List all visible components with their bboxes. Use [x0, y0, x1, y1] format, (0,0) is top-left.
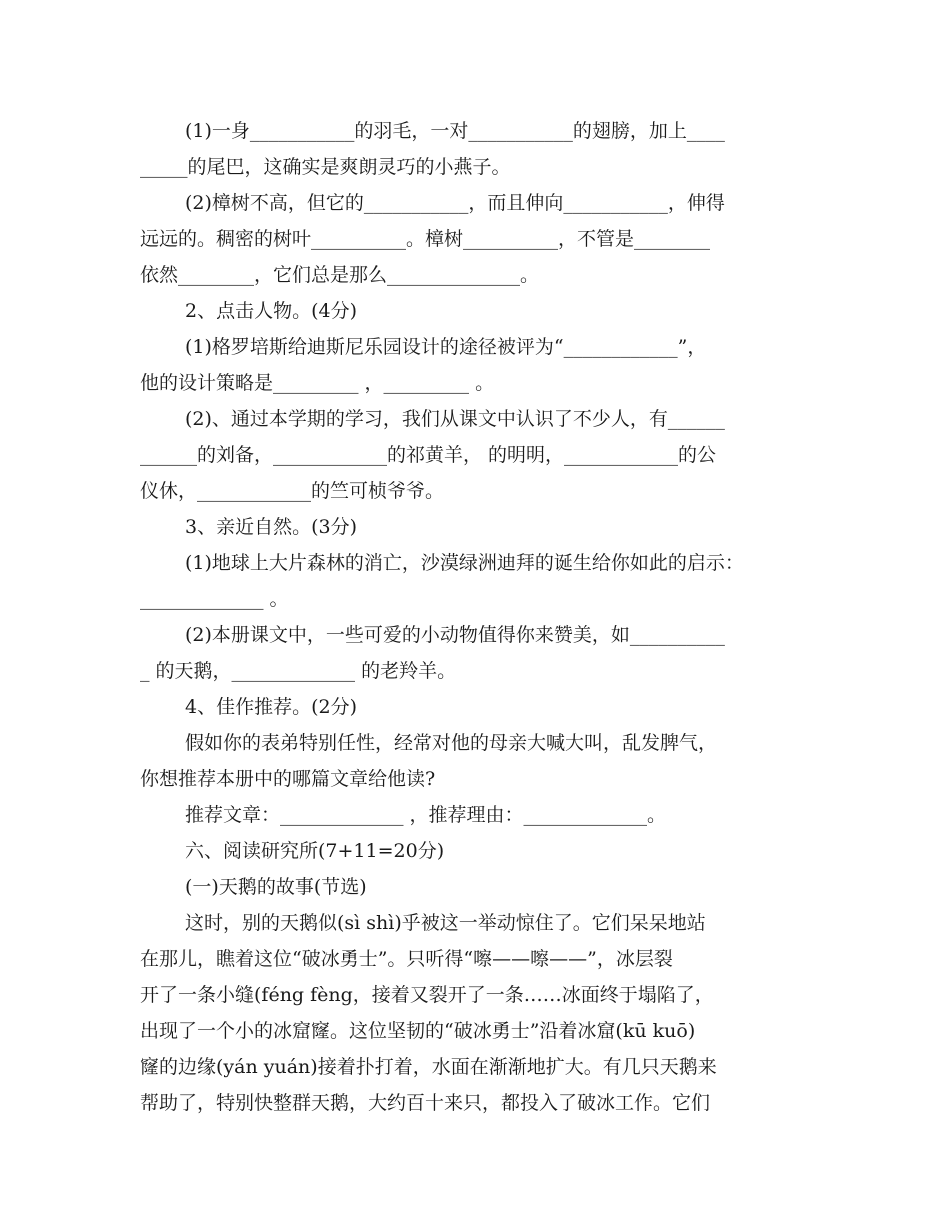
passage-line: 帮助了，特别快整群天鹅，大约百十来只，都投入了破冰工作。它们 — [140, 1092, 711, 1114]
passage-line: 窿的边缘(yán yuán)接着扑打着，水面在渐渐地扩大。有几只天鹅来 — [140, 1056, 717, 1078]
document-page — [140, 113, 820, 1121]
passage-line: 这时，别的天鹅似(sì shì)乎被这一举动惊住了。它们呆呆地站 — [185, 912, 706, 934]
text-line: _____的尾巴，这确实是爽朗灵巧的小燕子。 — [140, 156, 511, 178]
section-heading: 六、阅读研究所(7+11=20分) — [185, 840, 445, 862]
passage-line: 开了一条小缝(féng fèng，接着又裂开了一条……冰面终于塌陷了， — [140, 984, 714, 1006]
text-line: 依然________，它们总是那么______________。 — [140, 264, 540, 286]
text-line: (2)樟树不高，但它的___________，而且伸向___________，伸得 — [185, 192, 725, 214]
text-line: (1)格罗培斯给迪斯尼乐园设计的途径被评为“____________”， — [185, 336, 707, 358]
text-line: 他的设计策略是_________ ，_________ 。 — [140, 372, 495, 394]
passage-line: 在那儿，瞧着这位“破冰勇士”。只听得“嚓——嚓——”，冰层裂 — [140, 948, 673, 970]
text-line: (2)、通过本学期的学习，我们从课文中认识了不少人，有______ — [185, 408, 725, 430]
text-line: (2)本册课文中，一些可爱的小动物值得你来赞美，如__________ — [185, 624, 725, 646]
text-line: 推荐文章：_____________ ，推荐理由：_____________。 — [185, 804, 667, 826]
text-line: (1)一身___________的羽毛，一对___________的翅膀，加上____ — [185, 120, 725, 142]
text-line: 假如你的表弟特别任性，经常对他的母亲大喊大叫，乱发脾气， — [185, 732, 718, 754]
section-heading: 3、亲近自然。(3分) — [185, 516, 358, 538]
passage-title: (一)天鹅的故事(节选) — [185, 876, 367, 898]
section-heading: 4、佳作推荐。(2分) — [185, 696, 358, 718]
text-line: ______的刘备，____________的祁黄羊， 的明明，____________的公 — [140, 444, 717, 466]
text-line: 远远的。稠密的树叶__________。樟树__________，不管是________ — [140, 228, 711, 250]
text-line: 仪休，____________的竺可桢爷爷。 — [140, 480, 445, 502]
text-line: 你想推荐本册中的哪篇文章给他读? — [140, 768, 436, 790]
section-heading: 2、点击人物。(4分) — [185, 300, 358, 322]
text-line: _____________ 。 — [140, 588, 289, 610]
text-line: (1)地球上大片森林的消亡，沙漠绿洲迪拜的诞生给你如此的启示： — [185, 552, 744, 574]
passage-line: 出现了一个小的冰窟窿。这位坚韧的“破冰勇士”沿着冰窟(kū kuō) — [140, 1020, 696, 1042]
text-line: _ 的天鹅，_____________ 的老羚羊。 — [140, 660, 457, 682]
